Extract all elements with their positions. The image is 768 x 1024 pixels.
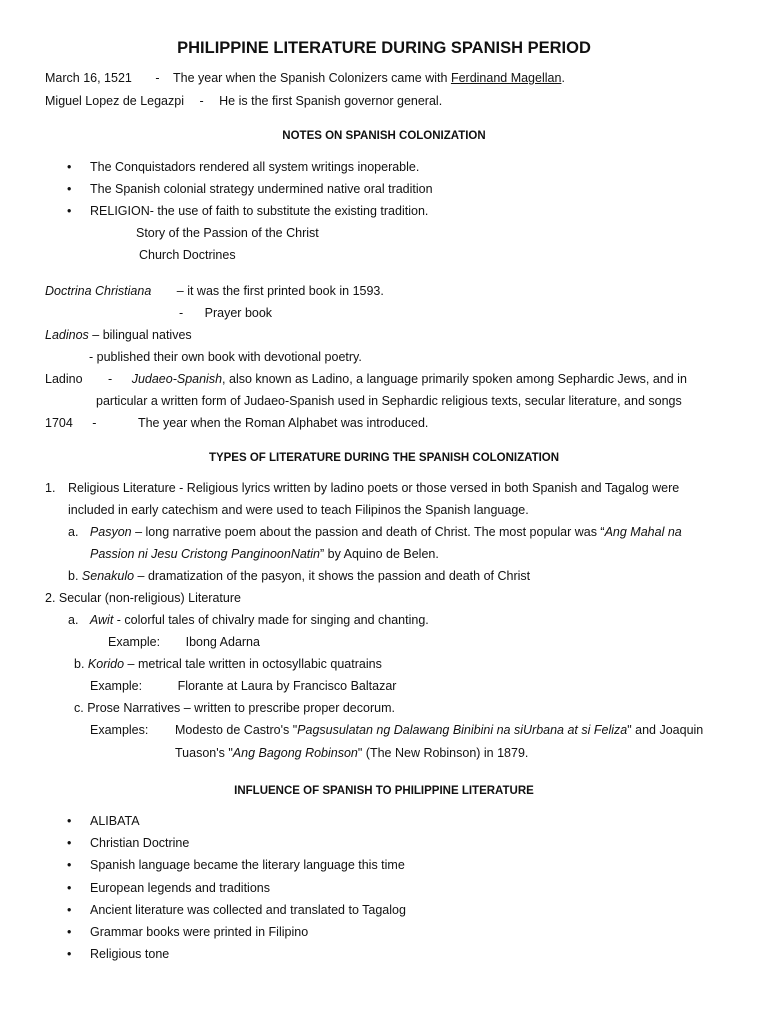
item-number: 1. bbox=[45, 481, 56, 495]
influence-bullet: • ALIBATA bbox=[90, 813, 140, 829]
example-line bbox=[108, 634, 260, 650]
korido-desc: – metrical tale written in octosyllabic quatrains bbox=[124, 657, 382, 671]
influence-bullet: • Grammar books were printed in Filipino bbox=[90, 924, 308, 940]
year-1704: 1704 bbox=[45, 416, 73, 430]
period: . bbox=[561, 71, 565, 85]
example-line bbox=[90, 722, 148, 738]
example-text: " and Joaquin bbox=[627, 723, 704, 737]
ladinos-term: Ladinos bbox=[45, 328, 89, 342]
notes-bullet: • The Spanish colonial strategy undermined native oral tradition bbox=[90, 181, 433, 197]
notes-subitem: Church Doctrines bbox=[139, 248, 236, 262]
doctrina-line bbox=[45, 283, 384, 299]
ladino-term: Ladino bbox=[45, 372, 83, 386]
prose-line: c. Prose Narratives – written to prescribe proper decorum. bbox=[74, 701, 395, 715]
example-label: Examples: bbox=[90, 723, 149, 737]
influence-bullet: • Spanish language became the literary language this time bbox=[90, 857, 405, 873]
prayer-line bbox=[179, 305, 272, 321]
magellan-link: Ferdinand Magellan bbox=[450, 71, 562, 85]
pasyon-desc: – long narrative poem about the passion and death of Christ. The most popular was “ bbox=[131, 525, 605, 539]
ladino-desc: , also known as Ladino, a language primarily spoken among Sephardic Jews, and in bbox=[222, 372, 687, 386]
types-heading: TYPES OF LITERATURE DURING THE SPANISH COLONIZATION bbox=[208, 452, 560, 464]
desc-1521: The year when the Spanish Colonizers came with bbox=[173, 71, 448, 85]
example-text: Modesto de Castro's " bbox=[175, 723, 298, 737]
pasyon-line bbox=[68, 524, 682, 540]
doctrina-term: Doctrina Christiana bbox=[45, 284, 152, 298]
legazpi-name: Miguel Lopez de Legazpi bbox=[45, 94, 184, 108]
example-value bbox=[175, 722, 703, 738]
korido-line bbox=[74, 656, 382, 672]
example-line bbox=[90, 678, 396, 694]
intro-line-2 bbox=[45, 93, 442, 109]
influence-bullet: • Christian Doctrine bbox=[90, 835, 189, 851]
year-1704-line bbox=[45, 415, 428, 431]
awit-term: Awit bbox=[89, 613, 114, 627]
item-letter: a. bbox=[68, 613, 79, 627]
example-value-2 bbox=[175, 745, 528, 761]
pasyon-term: Pasyon bbox=[89, 525, 132, 539]
judaeo-spanish: Judaeo-Spanish bbox=[131, 372, 223, 386]
religious-literature: Religious Literature - Religious lyrics written by ladino poets or those versed in both Spanish and Tagalog were bbox=[68, 481, 680, 495]
intro-line-1 bbox=[45, 70, 565, 86]
senakulo-desc: – dramatization of the pasyon, it shows the passion and death of Christ bbox=[134, 569, 531, 583]
ladinos-line bbox=[45, 327, 192, 343]
pasyon-line-2 bbox=[90, 546, 439, 562]
influence-heading: INFLUENCE OF SPANISH TO PHILIPPINE LITERATURE bbox=[234, 785, 534, 797]
dash: - bbox=[92, 416, 97, 430]
notes-heading: NOTES ON SPANISH COLONIZATION bbox=[282, 130, 486, 142]
legazpi-desc: He is the first Spanish governor general. bbox=[219, 94, 443, 108]
notes-subitem: Story of the Passion of the Christ bbox=[136, 226, 319, 240]
dash: - bbox=[155, 71, 160, 85]
senakulo-line bbox=[68, 568, 530, 584]
year-1704-desc: The year when the Roman Alphabet was introduced. bbox=[137, 416, 429, 430]
item-letter: a. bbox=[68, 525, 79, 539]
awit-desc: - colorful tales of chivalry made for singing and chanting. bbox=[113, 613, 429, 627]
example-value: Florante at Laura by Francisco Baltazar bbox=[177, 679, 397, 693]
pasyon-title: Ang Mahal na bbox=[604, 525, 682, 539]
example-text: " (The New Robinson) in 1879. bbox=[357, 746, 529, 760]
prayer-book: Prayer book bbox=[204, 306, 273, 320]
types-item-1 bbox=[45, 480, 55, 496]
senakulo-term: Senakulo bbox=[81, 569, 135, 583]
notes-bullet: • RELIGION- the use of faith to substitute the existing tradition. bbox=[90, 203, 428, 219]
dash: - bbox=[199, 94, 204, 108]
awit-line bbox=[68, 612, 429, 628]
pasyon-title-2: Passion ni Jesu Cristong PanginoonNatin bbox=[90, 547, 320, 561]
item-letter: b. bbox=[68, 569, 79, 583]
influence-bullet: • European legends and traditions bbox=[90, 880, 270, 896]
ladinos-line-2: - published their own book with devotional poetry. bbox=[89, 350, 362, 364]
example-value: Ibong Adarna bbox=[185, 635, 260, 649]
page-title: PHILIPPINE LITERATURE DURING SPANISH PERIOD bbox=[177, 39, 591, 57]
doctrina-desc: – it was the first printed book in 1593. bbox=[176, 284, 384, 298]
item-letter: b. bbox=[74, 657, 85, 671]
ladino-line bbox=[45, 371, 687, 387]
example-text: Tuason's " bbox=[175, 746, 233, 760]
korido-term: Korido bbox=[87, 657, 125, 671]
example-title: Pagsusulatan ng Dalawang Binibini na siUrbana at si Feliza bbox=[297, 723, 628, 737]
religious-literature-2: included in early catechism and were used to teach Filipinos the Spanish language. bbox=[68, 503, 529, 517]
notes-bullet: • The Conquistadors rendered all system writings inoperable. bbox=[90, 159, 419, 175]
ladinos-desc: – bilingual natives bbox=[88, 328, 192, 342]
influence-bullet: • Religious tone bbox=[90, 946, 169, 962]
example-label: Example: bbox=[90, 679, 143, 693]
example-label: Example: bbox=[108, 635, 161, 649]
secular-literature: 2. Secular (non-religious) Literature bbox=[45, 591, 241, 605]
date-1521: March 16, 1521 bbox=[45, 71, 132, 85]
dash: - bbox=[179, 306, 184, 320]
pasyon-author: ” by Aquino de Belen. bbox=[320, 547, 439, 561]
influence-bullet: • Ancient literature was collected and translated to Tagalog bbox=[90, 902, 406, 918]
dash: - bbox=[108, 372, 113, 386]
ladino-line-2: particular a written form of Judaeo-Spanish used in Sephardic religious texts, secular literature, and songs bbox=[96, 394, 682, 408]
example-title: Ang Bagong Robinson bbox=[232, 746, 358, 760]
